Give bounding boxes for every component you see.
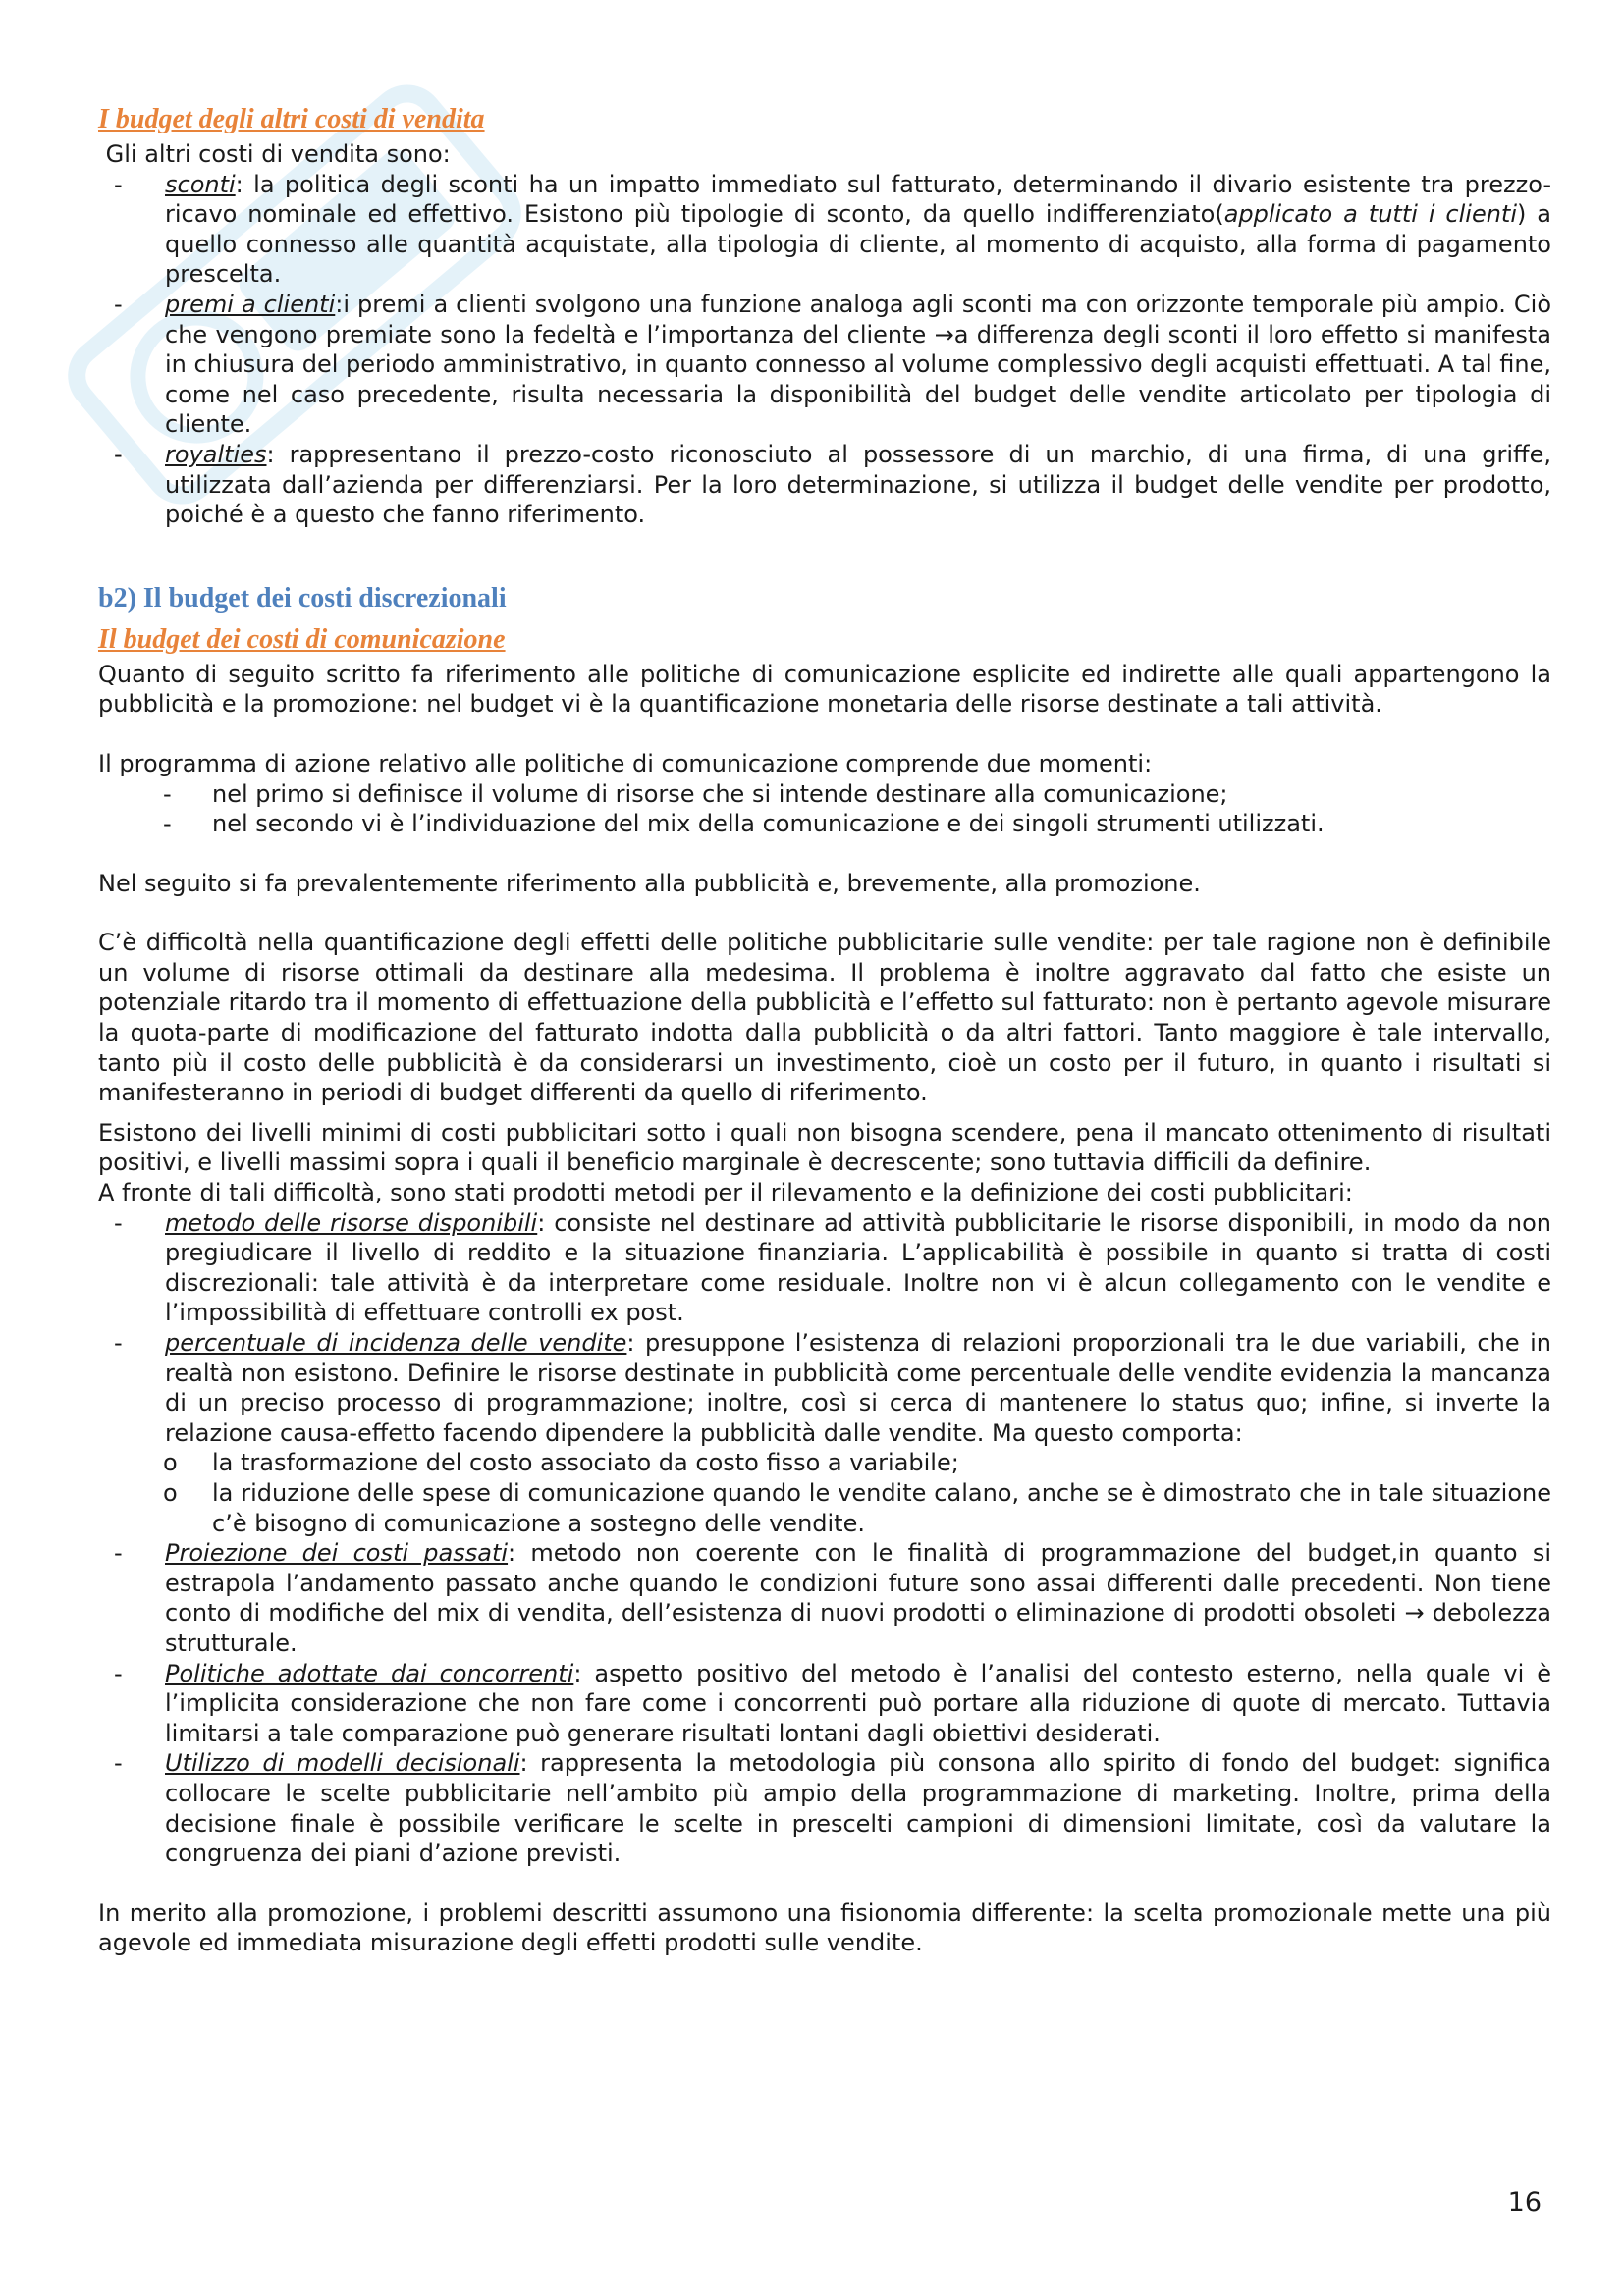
item-italic-text: applicato a tutti i clienti bbox=[1223, 200, 1518, 229]
item-text: ) a quello connesso alle quantità acquistate, alla tipologia di cliente, al momento di acquisto, alla forma di pagamento prescelta. bbox=[165, 200, 1552, 289]
term-percentuale: percentuale di incidenza delle vendite bbox=[165, 1329, 627, 1357]
item-text: : consiste nel destinare ad attività pubblicitarie le risorse disponibili, in modo da non pregiudicare il livello di reddito e la situazione finanziaria. L’applicabilità è possibile in quanto si tratta di costi discrezionali: tale attività è da interpretare come residuale. Inoltre non vi è alcun collegamento con le vendite e l’impossibilità di effettuare controlli ex post. bbox=[165, 1208, 1551, 1327]
paragraph: C’è difficoltà nella quantificazione degli effetti delle politiche pubblicitarie sulle vendite: per tale ragione non è definibile un volume di risorse ottimali da destinare alla medesima. Il problema è inoltre aggravato dal fatto che esiste un potenziale ritardo tra il momento di effettuazione della pubblicità e l’effetto sul fatturato: non è pertanto agevole misurare la quota-parte di modificazione del fatturato indotta dalla pubblicità o da altri fattori. Tanto maggiore è tale intervallo, tanto più il costo delle pubblicità è da considerarsi un investimento, cioè un costo per il futuro, in quanto i risultati si manifesteranno in periodi di budget differenti da quello di riferimento. bbox=[98, 929, 1551, 1107]
list-item bbox=[98, 1659, 1551, 1749]
paragraph: Nel seguito si fa prevalentemente riferimento alla pubblicità e, brevemente, alla promozione. bbox=[98, 869, 1201, 897]
page-number: 16 bbox=[1507, 2187, 1542, 2217]
section-heading-b2: b2) Il budget dei costi discrezionali bbox=[98, 582, 507, 614]
momenti-list bbox=[98, 779, 1551, 839]
document-page bbox=[98, 102, 1551, 1958]
sub-list bbox=[165, 1448, 1551, 1538]
intro-altri-costi: Gli altri costi di vendita sono: bbox=[98, 140, 451, 168]
term-politiche: Politiche adottate dai concorrenti bbox=[165, 1659, 574, 1687]
item-text: : rappresenta la metodologia più consona allo spirito di fondo del budget: significa collocare le scelte pubblicitarie nell’ambito più ampio della programmazione di marketing. Inoltre, prima della decisione finale è possibile verificare le scelte in prescelti campioni di dimensioni limitate, così da valutare la congruenza dei piani d’azione previsti. bbox=[165, 1749, 1551, 1868]
list-item bbox=[98, 1328, 1551, 1538]
item-text: : rappresentano il prezzo-costo riconosciuto al possessore di un marchio, di una firma, di una griffe, utilizzata dall’azienda per differenziarsi. Per la loro determinazione, si utilizza il budget delle vendite per prodotto, poiché è a questo che fanno riferimento. bbox=[165, 440, 1551, 529]
item-text: : metodo non coerente con le finalità di programmazione del budget,in quanto si estrapola l’andamento passato anche quando le condizioni future sono assai differenti dalle precedenti. Non tiene conto di modifiche del mix di vendita, dell’esistenza di nuovi prodotti o eliminazione di prodotti obsoleti → debolezza strutturale. bbox=[165, 1539, 1551, 1657]
paragraph: In merito alla promozione, i problemi descritti assumono una fisionomia differente: la scelta promozionale mette una più agevole ed immediata misurazione degli effetti prodotti sulle vendite. bbox=[98, 1898, 1551, 1957]
list-item bbox=[98, 290, 1551, 440]
altri-costi-list bbox=[98, 170, 1551, 530]
item-text: :i premi a clienti svolgono una funzione analoga agli sconti ma con orizzonte temporale più ampio. Ciò che vengono premiate sono la fedeltà e l’importanza del cliente →a differenza degli sconti il loro effetto si manifesta in chiusura del periodo amministrativo, in quanto connesso al volume complessivo degli acquisti effettuati. A tal fine, come nel caso precedente, risulta necessaria la disponibilità del budget delle vendite articolato per tipologia di cliente. bbox=[165, 290, 1552, 439]
paragraph: Quanto di seguito scritto fa riferimento alle politiche di comunicazione esplicite ed indirette alle quali appartengono la pubblicità e la promozione: nel budget vi è la quantificazione monetaria delle risorse destinate a tali attività. bbox=[98, 660, 1551, 719]
list-item bbox=[98, 1538, 1551, 1658]
list-item: - nel primo si definisce il volume di risorse che si intende destinare alla comunicazione; bbox=[98, 779, 1551, 810]
term-utilizzo: Utilizzo di modelli decisionali bbox=[165, 1749, 520, 1778]
item-text: : la politica degli sconti ha un impatto immediato sul fatturato, determinando il divario esistente tra prezzo-ricavo nominale ed effettivo. Esistono più tipologie di sconto, da quello indifferenziato( bbox=[165, 170, 1551, 229]
paragraph: Il programma di azione relativo alle politiche di comunicazione comprende due momenti: bbox=[98, 749, 1153, 777]
item-text: : aspetto positivo del metodo è l’analisi del contesto esterno, nella quale vi è l’implicita considerazione che non fare come i concorrenti può portare alla riduzione di quote di mercato. Tuttavia limitarsi a tale comparazione può generare risultati lontani dagli obiettivi desiderati. bbox=[165, 1659, 1551, 1747]
list-item bbox=[98, 440, 1551, 530]
term-premi: premi a clienti bbox=[165, 290, 336, 318]
sub-list-item: o la riduzione delle spese di comunicazione quando le vendite calano, anche se è dimostrato che in tale situazione c’è bisogno di comunicazione a sostegno delle vendite. bbox=[98, 1478, 1551, 1538]
paragraph: Esistono dei livelli minimi di costi pubblicitari sotto i quali non bisogna scendere, pena il mancato ottenimento di risultati positivi, e livelli massimi sopra i quali il beneficio marginale è decrescente; sono tuttavia difficili da definire. bbox=[98, 1118, 1551, 1177]
item-text: : presuppone l’esistenza di relazioni proporzionali tra le due variabili, che in realtà non esistono. Definire le risorse destinate in pubblicità come percentuale delle vendite evidenzia la mancanza di un preciso processo di programmazione; inoltre, così si cerca di mantenere lo status quo; infine, si inverte la relazione causa-effetto facendo dipendere la pubblicità dalle vendite. Ma questo comporta: bbox=[165, 1329, 1551, 1447]
paragraph: A fronte di tali difficoltà, sono stati prodotti metodi per il rilevamento e la definizione dei costi pubblicitari: bbox=[98, 1179, 1353, 1207]
list-item bbox=[98, 1748, 1551, 1868]
term-royalties: royalties bbox=[165, 440, 267, 468]
list-item bbox=[98, 170, 1551, 290]
term-proiezione: Proiezione dei costi passati bbox=[165, 1539, 509, 1568]
section-heading-altri-costi: I budget degli altri costi di vendita bbox=[98, 104, 485, 134]
term-metodo: metodo delle risorse disponibili bbox=[165, 1208, 538, 1237]
section-heading-comunicazione: Il budget dei costi di comunicazione bbox=[98, 623, 506, 655]
list-item bbox=[98, 1208, 1551, 1328]
metodi-list bbox=[98, 1208, 1551, 1869]
term-sconti: sconti bbox=[165, 170, 236, 198]
list-item: - nel secondo vi è l’individuazione del mix della comunicazione e dei singoli strumenti utilizzati. bbox=[98, 809, 1551, 839]
sub-list-item: o la trasformazione del costo associato da costo fisso a variabile; bbox=[98, 1448, 1551, 1478]
